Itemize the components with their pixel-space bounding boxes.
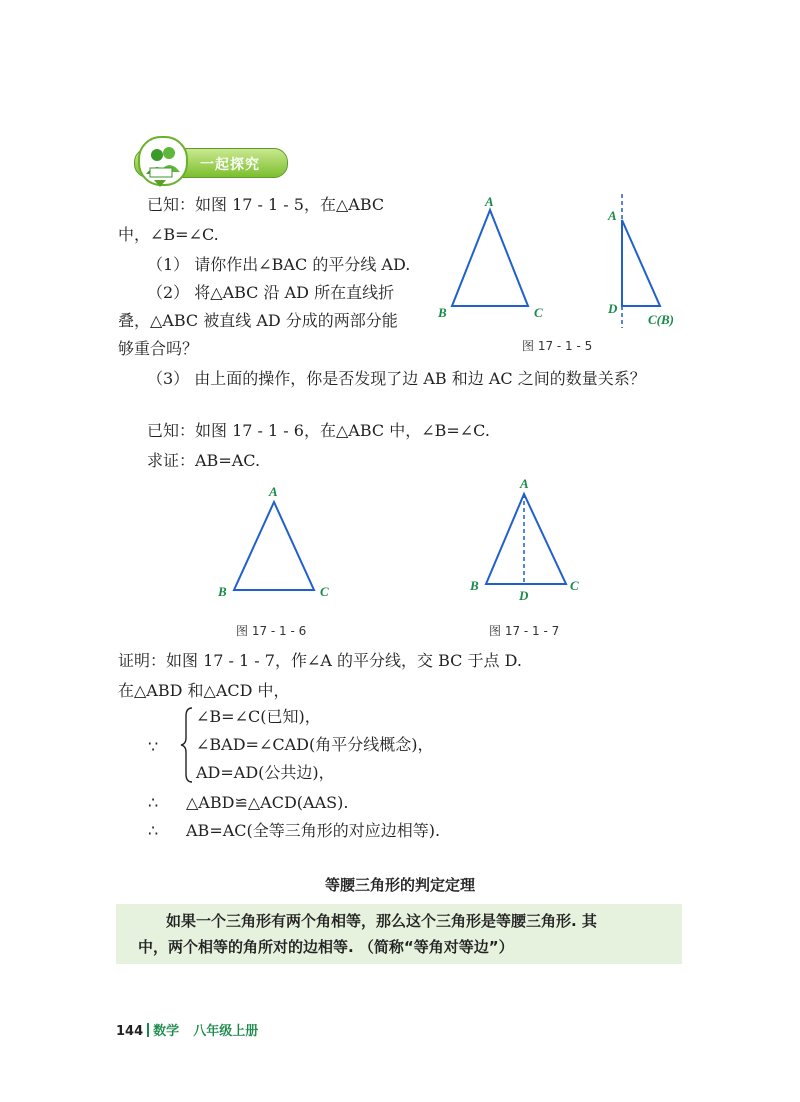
caption-17-1-7: 图 17 - 1 - 7 [489, 624, 560, 638]
proof-line-2: 在△ABD 和△ACD 中， [118, 681, 290, 700]
section-badge [118, 136, 288, 188]
label-c-6: C [320, 584, 329, 599]
page-number: 144 [116, 1024, 144, 1039]
condition-2: ∠BAD=∠CAD(角平分线概念)， [196, 735, 434, 754]
label-a-6: A [269, 484, 278, 499]
conclusion-2: AB=AC(全等三角形的对应边相等). [186, 821, 441, 840]
explore-line-5: 叠，△ABC 被直线 AD 分成的两部分能 [118, 311, 398, 330]
explore-line-7: （3） 由上面的操作，你是否发现了边 AB 和边 AC 之间的数量关系？ [147, 369, 646, 388]
therefore-symbol-1: ∴ [148, 793, 159, 812]
condition-3: AD=AD(公共边)， [196, 763, 335, 782]
label-b-6: B [218, 584, 227, 599]
proof-line-1: 证明：如图 17 - 1 - 7，作∠A 的平分线，交 BC 于点 D. [118, 651, 522, 670]
triangle-abc-6 [234, 502, 314, 590]
given-line-1: 已知：如图 17 - 1 - 6，在△ABC 中，∠B=∠C. [147, 421, 490, 440]
label-a-folded: A [608, 208, 617, 223]
triangle-abc-7 [486, 494, 566, 584]
label-d-folded: D [608, 301, 618, 316]
brace-icon [180, 706, 194, 784]
figure-17-1-7 [462, 474, 592, 608]
label-c-7: C [570, 578, 579, 593]
condition-1: ∠B=∠C(已知)， [196, 707, 321, 726]
explore-line-2: 中，∠B=∠C. [118, 225, 219, 244]
theorem-line-1: 如果一个三角形有两个角相等，那么这个三角形是等腰三角形. 其 [166, 912, 597, 930]
badge-title: 一起探究 [200, 157, 260, 173]
footer-grade: 八年级上册 [193, 1024, 259, 1039]
explore-line-4: （2） 将△ABC 沿 AD 所在直线折 [147, 283, 395, 302]
people-icon [138, 136, 188, 186]
triangle-abc [452, 210, 528, 306]
label-c: C [534, 305, 543, 320]
explore-line-6: 够重合吗？ [118, 339, 199, 358]
footer-divider [147, 1023, 149, 1037]
footer-subject: 数学 [153, 1024, 180, 1039]
figure-17-1-5 [430, 190, 690, 340]
figure-17-1-6 [210, 480, 350, 610]
therefore-symbol-2: ∴ [148, 821, 159, 840]
label-a-7: A [520, 476, 529, 491]
label-b: B [438, 305, 447, 320]
label-b-7: B [470, 578, 479, 593]
because-symbol: ∵ [148, 737, 159, 756]
explore-line-3: （1） 请你作出∠BAC 的平分线 AD. [147, 255, 411, 274]
folded-triangle [622, 220, 660, 306]
label-d-7: D [519, 588, 529, 603]
conclusion-1: △ABD≌△ACD(AAS). [186, 793, 349, 812]
page-footer [116, 1020, 258, 1039]
given-line-2: 求证：AB=AC. [147, 451, 261, 470]
theorem-title: 等腰三角形的判定定理 [324, 876, 475, 894]
label-a: A [485, 194, 494, 209]
theorem-line-2: 中，两个相等的角所对的边相等. （简称“等角对等边”） [138, 938, 514, 956]
caption-17-1-6: 图 17 - 1 - 6 [236, 624, 307, 638]
theorem-box [116, 904, 682, 964]
caption-17-1-5: 图 17 - 1 - 5 [522, 339, 593, 353]
explore-line-1: 已知：如图 17 - 1 - 5，在△ABC [147, 195, 385, 214]
badge-arrow-icon [154, 180, 166, 188]
label-cb-folded: C(B) [648, 312, 674, 327]
